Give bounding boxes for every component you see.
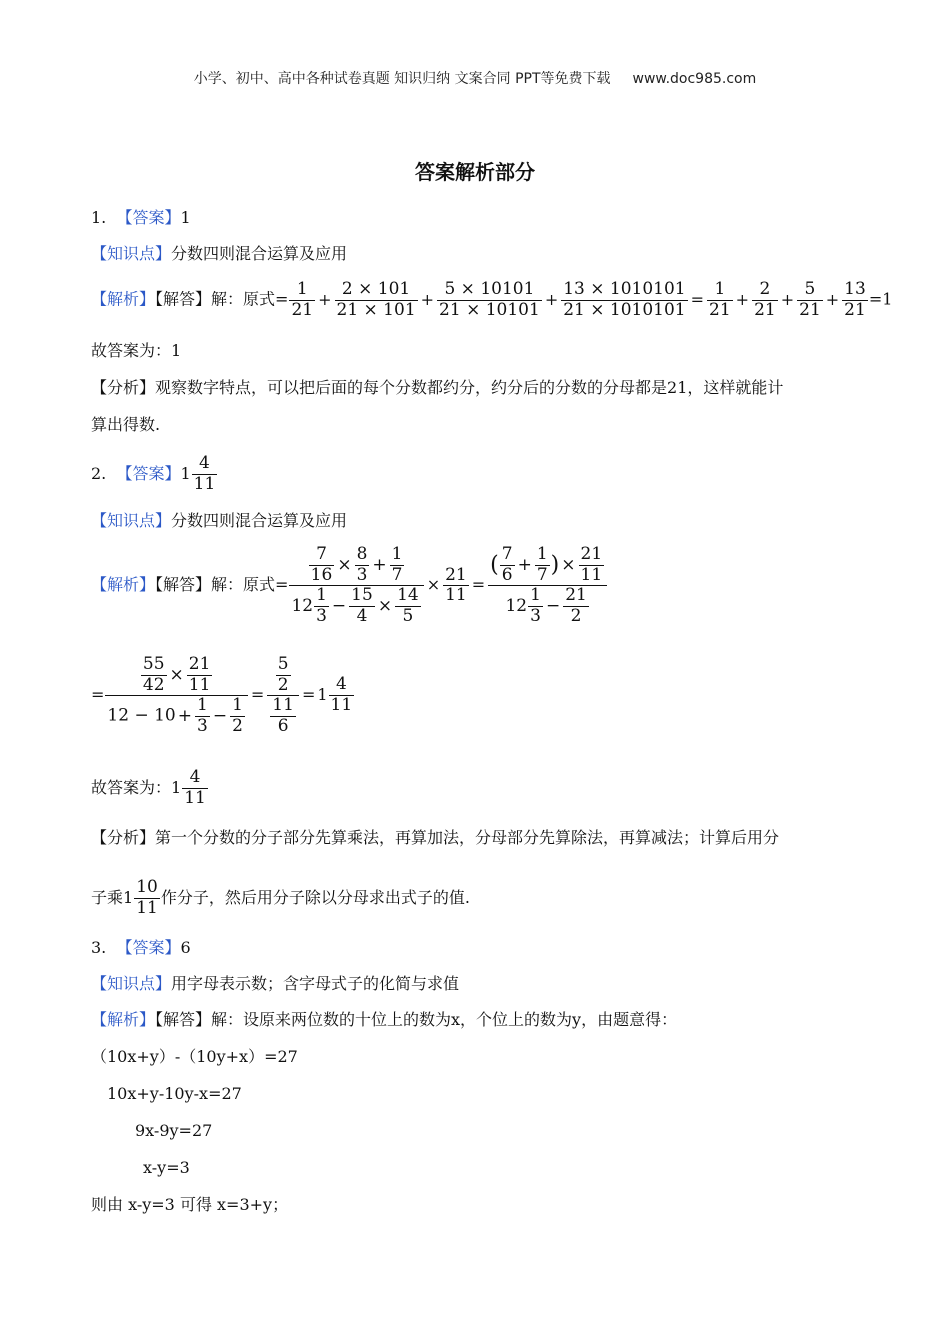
q3-knowledge: 用字母表示数；含字母式子的化简与求值 xyxy=(171,974,460,993)
q1-number: 1. xyxy=(91,208,107,227)
answer-label: 【答案】 xyxy=(116,208,181,227)
q1-simplified-2: $\frac{2}{21}$ xyxy=(754,279,776,320)
q1-solution-line: 【解析】【解答】解：原式= $\frac{1}{21}$ + $\frac{2 \times 101}{21 \times 101}$ + $\frac{5 \times 10101}{21 \times 10101}$ + $\frac{13 \times 1010101}{21 \times 1010101}$ = $\frac{1}{21}$ + $\frac{2}{21}$ + $\frac{5}{21}$ + $\frac{13}{21}$ =1 xyxy=(91,279,893,320)
solve-label: 【解答】 xyxy=(155,1010,212,1029)
q1-think-line2: 算出得数. xyxy=(91,415,161,434)
q2-knowledge-line xyxy=(91,513,347,529)
q1-fraction-2: $\frac{2 \times 101}{21 \times 101}$ xyxy=(336,279,416,320)
q2-answer-line xyxy=(91,454,218,494)
q1-so-line: 故答案为：1 xyxy=(91,341,182,360)
q3-solution-line xyxy=(91,1012,677,1028)
q2-final: 1 $\frac{4}{11}$ xyxy=(317,674,353,715)
q2-so-prefix: 故答案为： xyxy=(91,778,172,798)
q2-number: 2. xyxy=(91,464,107,484)
q1-fraction-4: $\frac{13 \times 1010101}{21 \times 1010101}$ xyxy=(563,279,686,320)
solve-label: 【解答】 xyxy=(155,289,212,309)
q3-intro: 解：设原来两位数的十位上的数为x，个位上的数为y，由题意得： xyxy=(211,1010,678,1029)
knowledge-label: 【知识点】 xyxy=(91,511,172,530)
q2-complex-fraction-4: $\frac{\frac{5}{2}}{\frac{11}{6}}$ xyxy=(267,655,299,736)
q1-simplified-4: $\frac{13}{21}$ xyxy=(844,279,866,320)
q3-eq-1: （10x+y）-（10y+x）=27 xyxy=(91,1047,298,1066)
q2-intro: 解：原式= xyxy=(211,575,289,595)
q3-answer-line xyxy=(91,940,191,956)
q2-think-line1 xyxy=(91,830,779,846)
q1-intro: 解：原式= xyxy=(211,289,289,309)
q2-solution-line1: 【解析】【解答】解：原式= $\frac{7}{16}$ × $\frac{8}{3}$ + $\frac{1}{7}$ 12 $\frac{1}{3}$ − $\frac{15}{4}$ × $\frac{14}{5}$ × $\frac{21}{11}$ = ( $\frac{7}{6}$ + $\frac{1}{7}$ ) × $\frac{21}{11}$ 12 $\frac{1}{3}$ − $\frac{21}{2}$ xyxy=(91,545,608,626)
q2-solution-line2: = $\frac{55}{42}$ × $\frac{21}{11}$ 12 − 10 + $\frac{1}{3}$ − $\frac{1}{2}$ = $\frac{\frac{5}{2}}{\frac{11}{6}}$ = 1 $\frac{4}{11}$ xyxy=(91,655,355,736)
think-label: 【分析】 xyxy=(91,378,156,397)
q1-knowledge-line xyxy=(91,246,347,262)
q2-factor: $\frac{21}{11}$ xyxy=(445,564,467,606)
header-text: 小学、初中、高中各种试卷真题 知识归纳 文案合同 PPT等免费下载 xyxy=(193,71,611,87)
analysis-label: 【解析】 xyxy=(91,1010,156,1029)
knowledge-label: 【知识点】 xyxy=(91,974,172,993)
q1-think-line1 xyxy=(91,380,783,396)
q1-answer: 1 xyxy=(180,208,191,227)
q3-number: 3. xyxy=(91,938,107,957)
answer-label: 【答案】 xyxy=(116,938,181,957)
page-header xyxy=(0,68,950,88)
q2-complex-fraction-1: $\frac{7}{16}$ × $\frac{8}{3}$ + $\frac{1}{7}$ 12 $\frac{1}{3}$ − $\frac{15}{4}$ × $\frac{14}{5}$ xyxy=(289,545,423,626)
q1-fraction-3: $\frac{5 \times 10101}{21 \times 10101}$ xyxy=(439,279,540,320)
q1-answer-line xyxy=(91,210,191,226)
q2-so-line xyxy=(91,768,209,808)
q3-eq-3: 9x-9y=27 xyxy=(135,1121,213,1140)
think-label: 【分析】 xyxy=(91,828,156,847)
q1-think-1: 观察数字特点，可以把后面的每个分数都约分，约分后的分数的分母都是21，这样就能计 xyxy=(155,378,784,397)
q1-fraction-1: $\frac{1}{21}$ xyxy=(291,279,314,320)
q2-complex-fraction-3: $\frac{55}{42}$ × $\frac{21}{11}$ 12 − 10 + $\frac{1}{3}$ − $\frac{1}{2}$ xyxy=(105,655,247,736)
answer-label: 【答案】 xyxy=(116,464,181,484)
q2-think-1: 第一个分数的分子部分先算乘法，再算加法，分母部分先算除法，再算减法；计算后用分 xyxy=(155,828,780,847)
q2-answer: 1 $\frac{4}{11}$ xyxy=(180,453,216,494)
q3-eq-4: x-y=3 xyxy=(143,1158,190,1177)
analysis-label: 【解析】 xyxy=(91,289,156,309)
header-url: www.doc985.com xyxy=(632,71,757,87)
q2-knowledge: 分数四则混合运算及应用 xyxy=(171,511,348,530)
q3-answer: 6 xyxy=(180,938,191,957)
q2-so-answer: 1 $\frac{4}{11}$ xyxy=(171,767,206,808)
knowledge-label: 【知识点】 xyxy=(91,244,172,263)
q3-eq-5: 则由 x-y=3 可得 x=3+y； xyxy=(91,1195,289,1214)
q1-knowledge: 分数四则混合运算及应用 xyxy=(171,244,348,263)
q1-result: =1 xyxy=(868,289,893,309)
q3-eq-2: 10x+y-10y-x=27 xyxy=(107,1084,242,1103)
solve-label: 【解答】 xyxy=(155,575,212,595)
q1-simplified-3: $\frac{5}{21}$ xyxy=(799,279,821,320)
q2-think-line2: 子乘 1 $\frac{10}{11}$ 作分子，然后用分子除以分母求出式子的值. xyxy=(91,877,470,918)
page-title: 答案解析部分 xyxy=(415,160,535,184)
q2-complex-fraction-2: ( $\frac{7}{6}$ + $\frac{1}{7}$ ) × $\frac{21}{11}$ 12 $\frac{1}{3}$ − $\frac{21}{2}$ xyxy=(488,545,607,626)
analysis-label: 【解析】 xyxy=(91,575,156,595)
q3-knowledge-line xyxy=(91,976,459,992)
q1-simplified-1: $\frac{1}{21}$ xyxy=(709,279,731,320)
